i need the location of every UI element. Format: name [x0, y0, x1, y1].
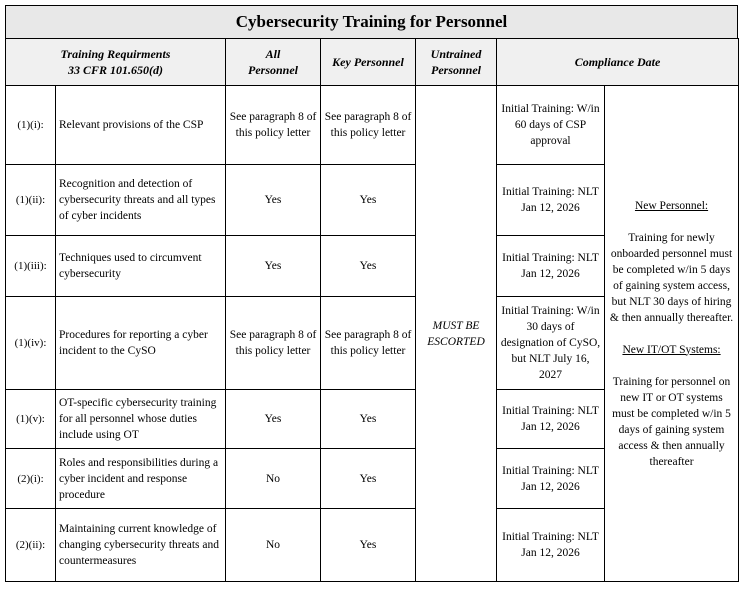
row-compliance-date: Initial Training: NLT Jan 12, 2026: [497, 165, 605, 236]
header-row: [6, 39, 739, 86]
header-all-personnel: [226, 39, 321, 86]
header-untrained-personnel: [416, 39, 497, 86]
header-req-line2: 33 CFR 101.650(d): [68, 63, 164, 77]
row-key-personnel: See paragraph 8 of this policy letter: [321, 86, 416, 165]
row-key-personnel: Yes: [321, 236, 416, 297]
row-key-personnel: See paragraph 8 of this policy letter: [321, 297, 416, 390]
row-number: (2)(i):: [6, 449, 56, 509]
row-all-personnel: See paragraph 8 of this policy letter: [226, 297, 321, 390]
training-table: [5, 38, 739, 582]
training-table-container: [5, 5, 738, 582]
row-number: (2)(ii):: [6, 509, 56, 582]
table-title: Cybersecurity Training for Personnel: [5, 5, 738, 38]
side-notes: [605, 86, 739, 582]
row-key-personnel: Yes: [321, 390, 416, 449]
row-requirement: Techniques used to circumvent cybersecurity: [56, 236, 226, 297]
new-systems-heading: New IT/OT Systems:: [622, 343, 721, 356]
row-all-personnel: No: [226, 509, 321, 582]
row-compliance-date: Initial Training: NLT Jan 12, 2026: [497, 449, 605, 509]
row-requirement: Relevant provisions of the CSP: [56, 86, 226, 165]
row-requirement: Recognition and detection of cybersecurity threats and all types of cyber incidents: [56, 165, 226, 236]
row-key-personnel: Yes: [321, 509, 416, 582]
row-key-personnel: Yes: [321, 165, 416, 236]
row-compliance-date: Initial Training: W/in 60 days of CSP approval: [497, 86, 605, 165]
header-all-line1: All: [265, 47, 281, 61]
new-personnel-text: Training for newly onboarded personnel must be completed w/in 5 days of gaining system access, but NLT 30 days of hiring & then annually thereafter.: [609, 231, 734, 324]
row-number: (1)(iv):: [6, 297, 56, 390]
header-requirements: [6, 39, 226, 86]
row-requirement: Maintaining current knowledge of changing cybersecurity threats and countermeasures: [56, 509, 226, 582]
header-all-line2: Personnel: [248, 63, 299, 77]
row-compliance-date: Initial Training: NLT Jan 12, 2026: [497, 236, 605, 297]
row-compliance-date: Initial Training: NLT Jan 12, 2026: [497, 390, 605, 449]
row-compliance-date: Initial Training: W/in 30 days of designation of CySO, but NLT July 16, 2027: [497, 297, 605, 390]
row-all-personnel: Yes: [226, 390, 321, 449]
untrained-escort-note: [416, 86, 497, 582]
header-untrained-line1: Untrained: [430, 47, 482, 61]
escort-line2: ESCORTED: [427, 335, 485, 348]
row-requirement: OT-specific cybersecurity training for all personnel whose duties include using OT: [56, 390, 226, 449]
row-all-personnel: Yes: [226, 165, 321, 236]
row-all-personnel: See paragraph 8 of this policy letter: [226, 86, 321, 165]
header-req-line1: Training Requirments: [60, 47, 171, 61]
new-systems-text: Training for personnel on new IT or OT systems must be completed w/in 5 days of gaining system access & then annually thereafter: [612, 375, 731, 468]
row-number: (1)(v):: [6, 390, 56, 449]
row-all-personnel: No: [226, 449, 321, 509]
row-requirement: Procedures for reporting a cyber incident to the CySO: [56, 297, 226, 390]
escort-line1: MUST BE: [432, 319, 480, 332]
header-compliance-date: Compliance Date: [497, 39, 739, 86]
row-compliance-date: Initial Training: NLT Jan 12, 2026: [497, 509, 605, 582]
row-key-personnel: Yes: [321, 449, 416, 509]
table-row: [6, 86, 739, 165]
row-number: (1)(ii):: [6, 165, 56, 236]
new-personnel-heading: New Personnel:: [634, 199, 709, 212]
header-key-personnel: Key Personnel: [321, 39, 416, 86]
row-number: (1)(iii):: [6, 236, 56, 297]
row-all-personnel: Yes: [226, 236, 321, 297]
row-number: (1)(i):: [6, 86, 56, 165]
header-untrained-line2: Personnel: [431, 63, 482, 77]
row-requirement: Roles and responsibilities during a cyber incident and response procedure: [56, 449, 226, 509]
